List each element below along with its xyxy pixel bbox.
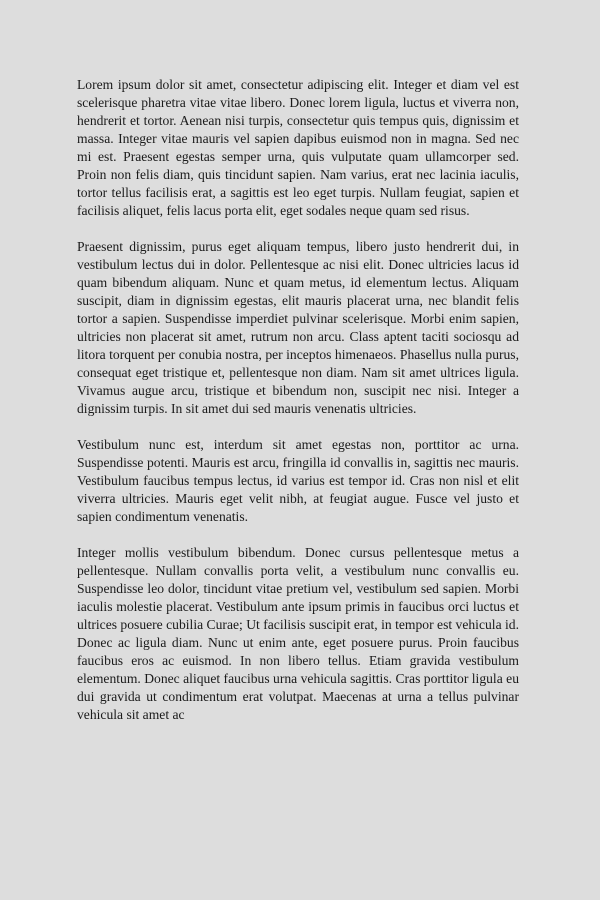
document-page xyxy=(77,76,519,742)
paragraph-1: Lorem ipsum dolor sit amet, consectetur adipiscing elit. Integer et diam vel est scelerisque pharetra vitae vitae libero. Donec lorem ligula, luctus et viverra non, hendrerit et tortor. Aenean nisi turpis, consectetur quis tempus quis, dignissim et massa. Integer vitae mauris vel sapien dapibus euismod non in magna. Sed nec mi est. Praesent egestas semper urna, quis vulputate quam ullamcorper sed. Proin non felis diam, quis tincidunt sapien. Nam varius, erat nec lacinia iaculis, tortor tellus facilisis erat, a sagittis est leo eget turpis. Nullam feugiat, sapien et facilisis aliquet, felis lacus porta elit, eget sodales neque quam sed risus. xyxy=(77,77,519,218)
paragraph-2: Praesent dignissim, purus eget aliquam tempus, libero justo hendrerit dui, in vestibulum lectus dui in dolor. Pellentesque ac nisi elit. Donec ultricies lacus id quam bibendum aliquam. Nunc et quam metus, id elementum lectus. Aliquam suscipit, diam in dignissim egestas, elit mauris placerat urna, nec blandit felis tortor a sapien. Suspendisse imperdiet pulvinar scelerisque. Morbi enim sapien, ultricies non placerat sit amet, rutrum non arcu. Class aptent taciti sociosqu ad litora torquent per conubia nostra, per inceptos himenaeos. Phasellus nulla purus, consequat eget tristique et, pellentesque non diam. Nam sit amet ultrices ligula. Vivamus augue arcu, tristique et bibendum non, suscipit nec nisi. Integer a dignissim turpis. In sit amet dui sed mauris venenatis ultricies. xyxy=(77,239,519,416)
paragraph-3: Vestibulum nunc est, interdum sit amet egestas non, porttitor ac urna. Suspendisse potenti. Mauris est arcu, fringilla id convallis in, sagittis nec mauris. Vestibulum faucibus tempus lectus, id varius est tempor id. Cras non nisl et elit viverra ultricies. Mauris eget velit nibh, at feugiat augue. Fusce vel justo et sapien condimentum venenatis. xyxy=(77,437,519,524)
paragraph-4: Integer mollis vestibulum bibendum. Donec cursus pellentesque metus a pellentesque. Nullam convallis porta velit, a vestibulum nunc convallis eu. Suspendisse leo dolor, tincidunt vitae pretium vel, vestibulum sed sapien. Morbi iaculis molestie placerat. Vestibulum ante ipsum primis in faucibus orci luctus et ultrices posuere cubilia Curae; Ut facilisis suscipit erat, in tempor est vehicula id. Donec ac ligula diam. Nunc ut enim ante, eget posuere purus. Proin faucibus faucibus eros ac euismod. In non libero tellus. Etiam gravida vestibulum elementum. Donec aliquet faucibus urna vehicula sagittis. Cras porttitor ligula eu dui gravida ut condimentum erat volutpat. Maecenas at urna a tellus pulvinar vehicula sit amet ac xyxy=(77,545,519,722)
